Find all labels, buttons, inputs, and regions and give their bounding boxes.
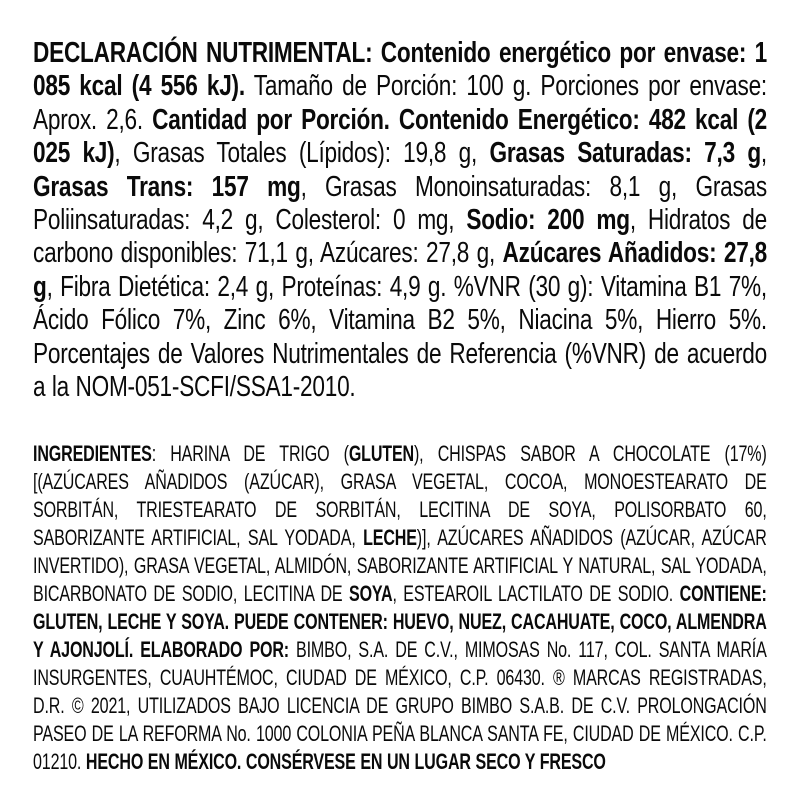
text-segment: HECHO EN MÉXICO. CONSÉRVESE EN UN LUGAR SECO Y FRESCO: [85, 749, 606, 775]
text-segment: Grasas Trans: 157 mg: [33, 170, 301, 203]
text-segment: Grasas Saturadas: 7,3 g: [489, 137, 761, 170]
text-segment: , Fibra Dietética: 2,4 g, Proteínas: 4,9 g. %VNR (30 g): Vitamina B1 7%, Ácido Fólico 7%, Zinc 6%, Vitamina B2 5%, Niacina 5%, Hierro 5%. Porcentajes de Valores Nutrimentales de Referencia (%VNR) de acuerdo a la NOM-051-SCFI/SSA1-2010.: [33, 270, 767, 404]
text-segment: ,: [760, 137, 767, 170]
ingredients-paragraph: [33, 440, 767, 776]
text-segment: ), CHISPAS SABOR A CHOCOLATE (17%) [(AZÚCARES AÑADIDOS (AZÚCAR), GRASA VEGETAL, COCOA, MONOESTEARATO DE SORBITÁN, TRIESTEARATO DE SORBITÁN, LECITINA DE SOYA, POLISORBATO 60, SABORIZANTE ARTIFICIAL, SAL YODADA,: [33, 441, 767, 551]
nutrition-declaration-paragraph: [33, 37, 767, 404]
text-segment: )], AZÚCARES AÑADIDOS (AZÚCAR, AZÚCAR INVERTIDO), GRASA VEGETAL, ALMIDÓN, SABORIZANTE ARTIFICIAL Y NATURAL, SAL YODADA, BICARBONATO DE SODIO, LECITINA DE: [33, 525, 767, 607]
text-segment: INGREDIENTES: [33, 441, 152, 467]
text-segment: GLUTEN: [348, 441, 414, 467]
text-segment: Tamaño de Porción: 100 g. Porciones por envase: Aprox. 2,6.: [33, 70, 767, 136]
text-segment: , Grasas Monoinsaturadas: 8,1 g, Grasas Poliinsaturadas: 4,2 g, Colesterol: 0 mg,: [33, 170, 767, 237]
text-segment: , Hidratos de carbono disponibles: 71,1 g, Azúcares: 27,8 g,: [33, 204, 767, 270]
text-segment: : HARINA DE TRIGO (: [151, 441, 349, 467]
text-segment: SOYA: [349, 581, 393, 607]
text-segment: BIMBO, S.A. DE C.V., MIMOSAS No. 117, COL. SANTA MARÍA INSURGENTES, CUAUHTÉMOC, CIUDAD DE MÉXICO, C.P. 06430. ® MARCAS REGISTRADAS, D.R. © 2021, UTILIZADOS BAJO LICENCIA DE GRUPO BIMBO S.A.B. DE C.V. PROLONGACIÓN PASEO DE LA REFORMA No. 1000 COLONIA PEÑA BLANCA SANTA FE, CIUDAD DE MÉXICO. C.P. 01210.: [33, 637, 767, 775]
text-segment: Cantidad por Porción. Contenido Energético: 482 kcal (2 025 kJ): [33, 103, 767, 170]
text-segment: Azúcares Añadidos: 27,8 g: [33, 237, 767, 303]
text-segment: , ESTEAROIL LACTILATO DE SODIO.: [392, 581, 680, 607]
text-segment: DECLARACIÓN NUTRIMENTAL: Contenido energético por envase: 1 085 kcal (4 556 kJ).: [33, 37, 767, 103]
text-segment: CONTIENE: GLUTEN, LECHE Y SOYA. PUEDE CONTENER: HUEVO, NUEZ, CACAHUATE, COCO, ALMENDRA Y AJONJOLÍ. ELABORADO POR:: [33, 581, 767, 663]
text-segment: LECHE: [363, 525, 417, 551]
text-segment: Sodio: 200 mg: [466, 204, 630, 237]
text-segment: , Grasas Totales (Lípidos): 19,8 g,: [114, 137, 490, 170]
